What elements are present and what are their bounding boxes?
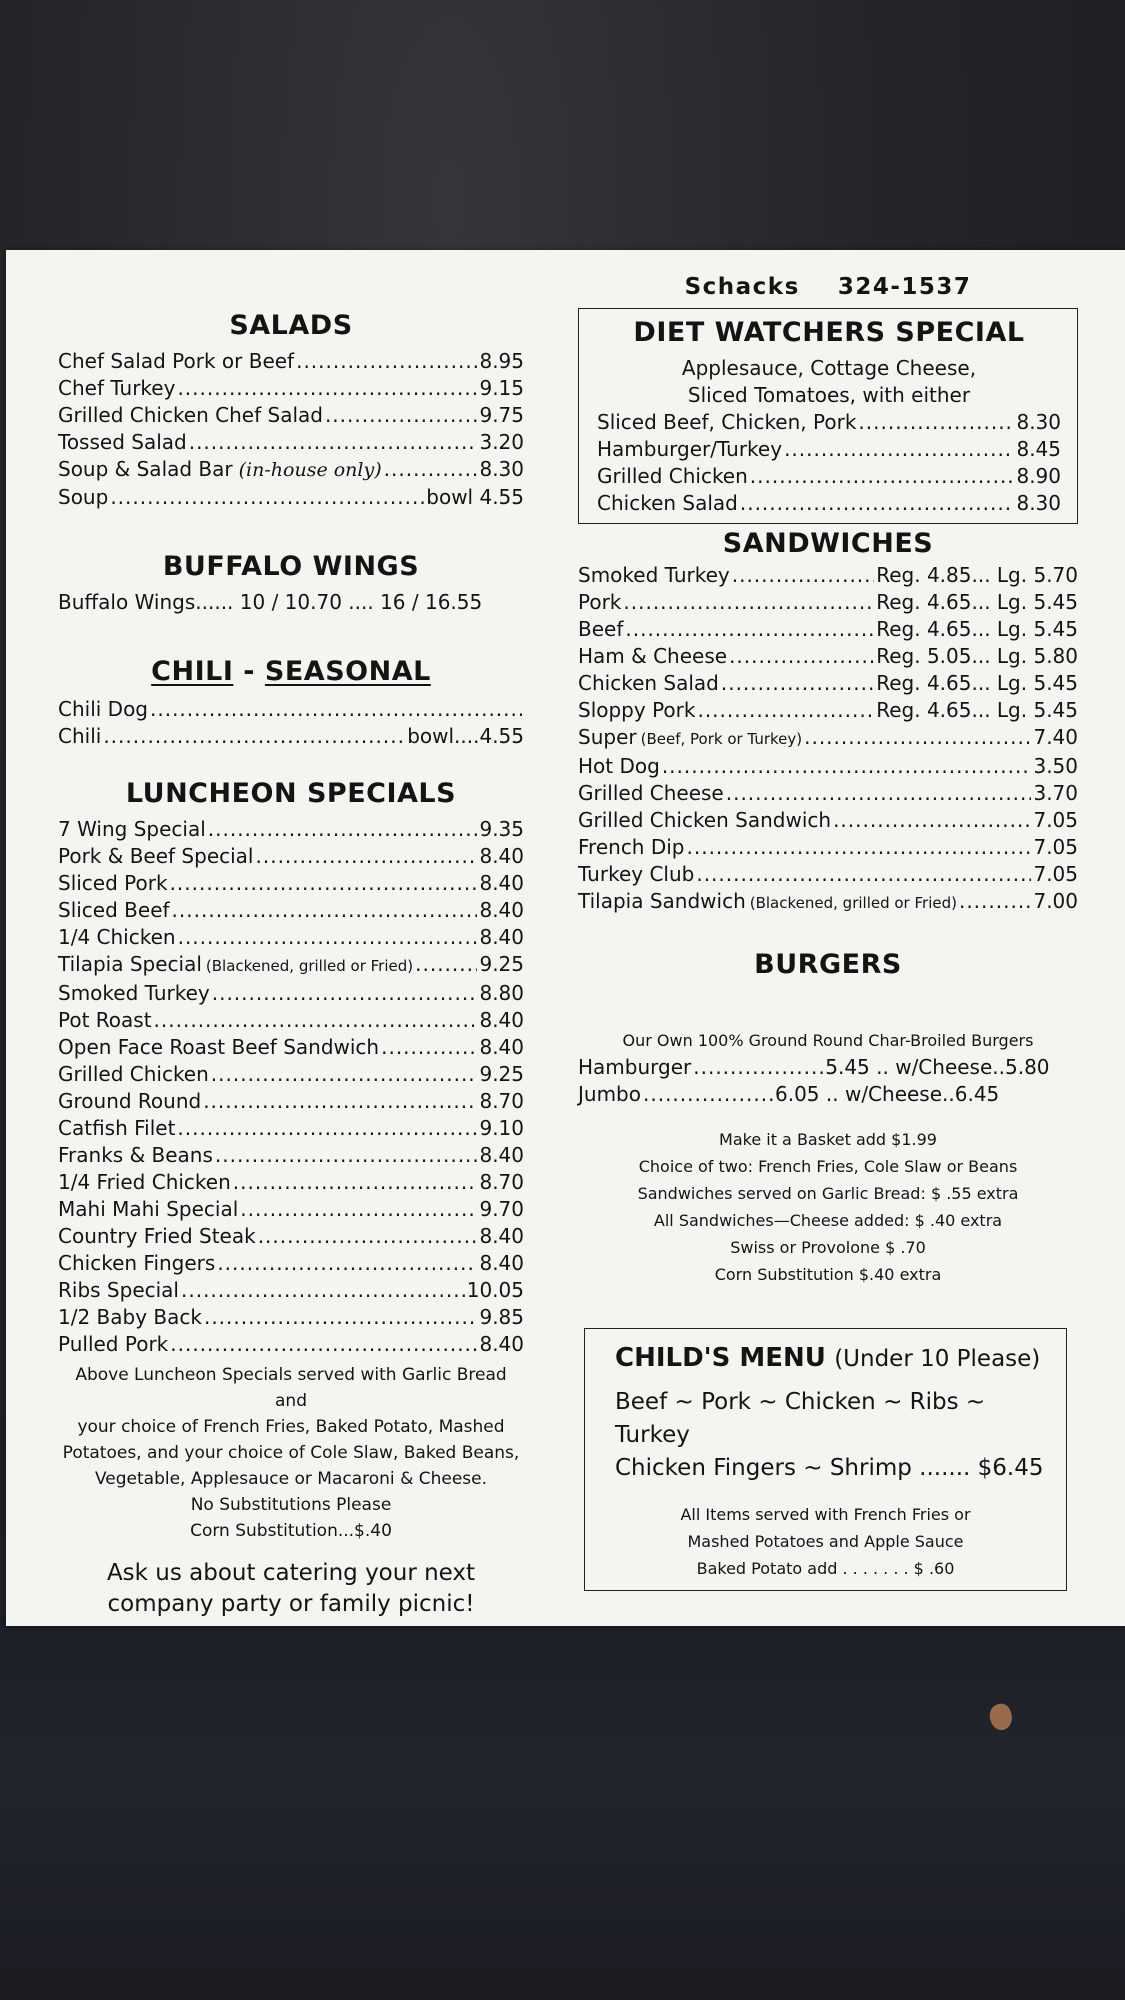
menu-item-row (58, 980, 524, 1007)
childs-menu-box (584, 1328, 1067, 1591)
menu-item-row (58, 1142, 524, 1169)
menu-item-name: Grilled Chicken (597, 464, 748, 488)
salads-list (58, 348, 524, 511)
childs-menu-items: Chicken Fingers ~ Shrimp (615, 1455, 912, 1481)
menu-item-name: Ribs Special (58, 1278, 179, 1302)
menu-item-price: 8.40 (479, 1224, 524, 1248)
luncheon-note-line: Corn Substitution...$.40 (190, 1521, 392, 1541)
menu-item-price: bowl....4.55 (407, 724, 524, 748)
menu-item-row (58, 924, 524, 951)
leader-dots (178, 924, 478, 951)
menu-item-name: Mahi Mahi Special (58, 1197, 239, 1221)
sandwich-large-price: ... Lg. 5.80 (971, 644, 1078, 668)
menu-item-price: 9.15 (479, 376, 524, 400)
sandwich-regular-price: Reg. 4.65 (876, 590, 972, 614)
leader-dots (150, 696, 522, 723)
sandwich-large-price: ... Lg. 5.45 (971, 671, 1078, 695)
menu-item-row (58, 1007, 524, 1034)
menu-item-row (578, 888, 1078, 917)
leader-dots (233, 1169, 478, 1196)
menu-item-row (58, 1061, 524, 1088)
menu-item-price: 8.40 (479, 1008, 524, 1032)
leader-dots (154, 1007, 478, 1034)
menu-item-name: Grilled Chicken (58, 1062, 209, 1086)
menu-item-name: Sliced Beef (58, 898, 170, 922)
menu-item-name: Chicken Fingers (58, 1251, 216, 1275)
leader-dots (740, 490, 1015, 517)
menu-item-row (597, 436, 1061, 463)
childs-menu-heading: CHILD'S MENU (615, 1343, 826, 1373)
menu-item-row (58, 375, 524, 402)
leader-dots (172, 897, 478, 924)
left-column (58, 308, 524, 1620)
chili-title-part2: SEASONAL (264, 656, 431, 687)
childs-menu-dots: ....... (919, 1455, 978, 1481)
menu-item-price: 7.00 (1033, 889, 1078, 913)
leader-dots (697, 697, 874, 724)
childs-menu-note-line: Baked Potato add . . . . . . . $ .60 (696, 1559, 955, 1578)
leader-dots (729, 643, 874, 670)
buffalo-wings-title: BUFFALO WINGS (162, 551, 420, 582)
leader-dots (203, 1088, 477, 1115)
menu-item-name: Grilled Chicken Sandwich (578, 808, 832, 832)
menu-item-price: 3.50 (1033, 754, 1078, 778)
menu-item-row (597, 490, 1061, 517)
diet-subtitle (597, 355, 1061, 409)
tablecloth (0, 1620, 1125, 2000)
menu-item-name: Chef Salad Pork or Beef (58, 349, 295, 373)
menu-item-price: 9.75 (479, 403, 524, 427)
menu-item-row (597, 463, 1061, 490)
menu-item-row (578, 724, 1078, 753)
menu-item-price: 3.20 (479, 430, 524, 454)
leader-dots (181, 1277, 465, 1304)
catering-note (58, 1558, 524, 1620)
menu-item-row (58, 1277, 524, 1304)
sandwich-row (578, 697, 1078, 724)
childs-menu-price: $6.45 (977, 1455, 1044, 1481)
diet-list (597, 409, 1061, 517)
luncheon-note-line: No Substitutions Please (190, 1495, 392, 1515)
burger-note-line: Corn Substitution $.40 extra (714, 1265, 942, 1284)
menu-item-row (578, 753, 1078, 780)
leader-dots (732, 562, 875, 589)
menu-item-price: 8.40 (479, 871, 524, 895)
leader-dots (804, 724, 1031, 751)
menu-item-price: bowl 4.55 (426, 485, 524, 509)
leader-dots (204, 1304, 478, 1331)
sandwich-row (578, 589, 1078, 616)
leader-dots (959, 888, 1032, 915)
sandwich-name: Ham & Cheese (578, 644, 728, 668)
menu-item-price: 8.45 (1016, 437, 1061, 461)
leader-dots (170, 1331, 477, 1358)
burger-row (578, 1081, 1064, 1108)
burger-note-line: Sandwiches served on Garlic Bread: $ .55 extra (637, 1184, 1019, 1203)
menu-item-name: Pulled Pork (58, 1332, 169, 1356)
menu-item-row (597, 409, 1061, 436)
menu-item-name: 1/4 Fried Chicken (58, 1170, 231, 1194)
chili-title-part1: CHILI (151, 656, 234, 687)
menu-item-name: Soup (58, 485, 109, 509)
leader-dots (212, 980, 478, 1007)
menu-item-row (58, 484, 524, 511)
menu-item-name: Grilled Cheese (578, 781, 724, 805)
menu-item-name: Grilled Chicken Chef Salad (58, 403, 323, 427)
menu-item-price: 9.70 (479, 1197, 524, 1221)
menu-item-price: 8.40 (479, 1332, 524, 1356)
leader-dots (211, 1061, 478, 1088)
menu-item-price: 7.05 (1033, 808, 1078, 832)
menu-item-price: 8.30 (479, 457, 524, 481)
menu-item-name: Chili Dog (58, 697, 148, 721)
menu-item-note: (in-house only) (238, 459, 382, 481)
menu-item-price: 8.70 (479, 1089, 524, 1113)
sandwich-large-price: ... Lg. 5.70 (971, 563, 1078, 587)
childs-menu-notes (601, 1501, 1050, 1582)
menu-item-name: Pot Roast (58, 1008, 152, 1032)
menu-item-price: 8.95 (479, 349, 524, 373)
menu-item-note: (Blackened, grilled or Fried) (205, 957, 414, 975)
buffalo-wings-line (58, 589, 524, 616)
luncheon-list (58, 816, 524, 1358)
leader-dots (721, 670, 874, 697)
menu-item-row (58, 402, 524, 429)
sandwich-regular-price: Reg. 4.85 (876, 563, 972, 587)
leader-dots (625, 616, 874, 643)
salads-title: SALADS (229, 310, 353, 341)
menu-item-name: Catfish Filet (58, 1116, 176, 1140)
menu-item-price: 9.35 (479, 817, 524, 841)
menu-item-name: Ground Round (58, 1089, 202, 1113)
leader-dots (623, 589, 874, 616)
menu-item-price: 8.40 (479, 1035, 524, 1059)
leader-dots (726, 780, 1032, 807)
sandwich-large-price: ... Lg. 5.45 (971, 617, 1078, 641)
burger-row (578, 1054, 1064, 1081)
leader-dots (784, 436, 1014, 463)
menu-item-name: Franks & Beans (58, 1143, 213, 1167)
menu-item-row (58, 1088, 524, 1115)
sandwich-row (578, 562, 1078, 589)
leader-dots (384, 456, 478, 483)
leader-dots (325, 402, 478, 429)
menu-item-name: Smoked Turkey (58, 981, 210, 1005)
menu-item-name: Soup & Salad Bar (58, 457, 233, 481)
sandwich-regular-price: Reg. 4.65 (876, 617, 972, 641)
luncheon-notes (58, 1362, 524, 1544)
burger-price: 5.45 .. w/Cheese..5.80 (825, 1055, 1050, 1079)
burgers-title: BURGERS (754, 949, 902, 980)
sandwich-row (578, 670, 1078, 697)
menu-item-row (58, 456, 524, 484)
menu-item-name: Chicken Salad (597, 491, 738, 515)
childs-menu-note-line: Mashed Potatoes and Apple Sauce (687, 1532, 964, 1551)
leader-dots (696, 861, 1031, 888)
menu-item-row (58, 1169, 524, 1196)
menu-item-name: Pork & Beef Special (58, 844, 254, 868)
menu-item-price: 3.70 (1033, 781, 1078, 805)
menu-item-name: Chili (58, 724, 102, 748)
menu-item-name: Super (578, 725, 637, 749)
menu-item-row (58, 843, 524, 870)
leader-dots (833, 807, 1031, 834)
menu-item-row (58, 696, 524, 723)
menu-item-name: 1/2 Baby Back (58, 1305, 202, 1329)
catering-line: company party or family picnic! (107, 1591, 475, 1617)
menu-item-price: 8.40 (479, 844, 524, 868)
sandwich-list (578, 724, 1078, 917)
menu-item-price: 7.40 (1033, 725, 1078, 749)
luncheon-note-line: Vegetable, Applesauce or Macaroni & Cheese. (94, 1469, 488, 1489)
menu-item-price: 9.25 (479, 1062, 524, 1086)
sandwich-regular-price: Reg. 4.65 (876, 671, 972, 695)
sandwich-name: Pork (578, 590, 622, 614)
menu-item-name: Turkey Club (578, 862, 695, 886)
leader-dots (693, 1054, 823, 1081)
leader-dots (110, 484, 424, 511)
leader-dots (643, 1081, 773, 1108)
childs-menu-line2 (615, 1452, 1050, 1485)
leader-dots (381, 1034, 477, 1061)
leader-dots (415, 951, 477, 978)
menu-item-price: 9.25 (479, 952, 524, 976)
menu-item-name: Country Fried Steak (58, 1224, 256, 1248)
menu-item-price: 8.70 (479, 1170, 524, 1194)
sandwich-row (578, 616, 1078, 643)
menu-item-row (58, 1196, 524, 1223)
menu-item-row (578, 861, 1078, 888)
menu-item-row (578, 807, 1078, 834)
menu-item-row (578, 780, 1078, 807)
sandwich-regular-price: Reg. 4.65 (876, 698, 972, 722)
sandwich-large-price: ... Lg. 5.45 (971, 590, 1078, 614)
burger-name: Jumbo (578, 1082, 641, 1106)
menu-item-name: Tossed Salad (58, 430, 187, 454)
menu-item-price: 7.05 (1033, 862, 1078, 886)
leader-dots (256, 843, 478, 870)
leader-dots (177, 1115, 477, 1142)
sandwich-name: Sloppy Pork (578, 698, 696, 722)
menu-item-name: Tilapia Special (58, 952, 202, 976)
menu-item-name: 7 Wing Special (58, 817, 206, 841)
menu-item-price: 8.80 (479, 981, 524, 1005)
childs-menu-title (615, 1339, 1050, 1378)
menu-item-price: 8.30 (1016, 491, 1061, 515)
menu-item-row (58, 1115, 524, 1142)
buffalo-wings-text: Buffalo Wings...... 10 / 10.70 .... 16 / 16.55 (58, 590, 483, 614)
leader-dots (240, 1196, 477, 1223)
menu-item-name: Hot Dog (578, 754, 660, 778)
menu-item-row (58, 1250, 524, 1277)
leader-dots (170, 870, 478, 897)
sandwich-name: Beef (578, 617, 624, 641)
phone-number: 324-1537 (837, 274, 972, 300)
menu-item-row (58, 1331, 524, 1358)
menu-item-name: Hamburger/Turkey (597, 437, 783, 461)
burger-name: Hamburger (578, 1055, 692, 1079)
luncheon-title: LUNCHEON SPECIALS (125, 778, 457, 809)
leader-dots (750, 463, 1015, 490)
menu-item-row (58, 1034, 524, 1061)
leader-dots (687, 834, 1032, 861)
leader-dots (177, 375, 477, 402)
menu-item-row (58, 870, 524, 897)
menu-item-price: 8.90 (1016, 464, 1061, 488)
menu-item-name: Sliced Beef, Chicken, Pork (597, 410, 857, 434)
sandwiches-title: SANDWICHES (722, 528, 934, 559)
leader-dots (296, 348, 477, 375)
burger-price: 6.05 .. w/Cheese..6.45 (775, 1082, 1000, 1106)
sandwich-name: Smoked Turkey (578, 563, 730, 587)
menu-item-price: 9.10 (479, 1116, 524, 1140)
menu-item-note: (Blackened, grilled or Fried) (749, 894, 957, 912)
burger-note-line: Swiss or Provolone $ .70 (730, 1238, 926, 1257)
menu-item-name: Chef Turkey (58, 376, 176, 400)
sandwich-row (578, 643, 1078, 670)
leader-dots (858, 409, 1014, 436)
sandwich-regular-price: Reg. 5.05 (876, 644, 972, 668)
menu-item-row (58, 897, 524, 924)
leader-dots (258, 1223, 478, 1250)
menu-item-price: 7.05 (1033, 835, 1078, 859)
chili-title-sep: - (243, 656, 256, 687)
menu-item-row (58, 816, 524, 843)
sandwich-large-price: ... Lg. 5.45 (971, 698, 1078, 722)
menu-item-price: 8.40 (479, 1143, 524, 1167)
burger-note-line: Make it a Basket add $1.99 (719, 1130, 937, 1149)
burgers-intro: Our Own 100% Ground Round Char-Broiled Burgers (622, 1031, 1034, 1050)
menu-item-price: 8.30 (1016, 410, 1061, 434)
menu-item-price: 8.40 (479, 1251, 524, 1275)
menu-item-row (58, 951, 524, 980)
menu-item-row (58, 348, 524, 375)
menu-item-price: 8.40 (479, 898, 524, 922)
catering-line: Ask us about catering your next (106, 1560, 476, 1586)
menu-item-price: 10.05 (466, 1278, 524, 1302)
diet-title: DIET WATCHERS SPECIAL (633, 317, 1025, 348)
menu-item-name: Open Face Roast Beef Sandwich (58, 1035, 380, 1059)
menu-item-row (58, 429, 524, 456)
header-contact (578, 272, 1078, 302)
burger-note-line: All Sandwiches—Cheese added: $ .40 extra (653, 1211, 1003, 1230)
diet-subtitle-line: Sliced Tomatoes, with either (687, 383, 971, 407)
menu-item-name: French Dip (578, 835, 685, 859)
childs-menu-note-line: All Items served with French Fries or (680, 1505, 971, 1524)
leader-dots (103, 723, 405, 750)
burger-list (578, 1054, 1078, 1108)
menu-item-name: Tilapia Sandwich (578, 889, 746, 913)
leader-dots (662, 753, 1032, 780)
chili-list (58, 696, 524, 750)
leader-dots (215, 1142, 478, 1169)
leader-dots (189, 429, 478, 456)
menu-item-note: (Beef, Pork or Turkey) (640, 730, 803, 748)
chili-title (58, 654, 524, 690)
sandwich-name: Chicken Salad (578, 671, 719, 695)
menu-item-price: 8.40 (479, 925, 524, 949)
menu-item-row (578, 834, 1078, 861)
burger-note-line: Choice of two: French Fries, Cole Slaw or Beans (638, 1157, 1018, 1176)
menu-item-name: 1/4 Chicken (58, 925, 176, 949)
leader-dots (208, 816, 478, 843)
menu-item-row (58, 1304, 524, 1331)
menu-item-row (58, 723, 524, 750)
burger-notes (578, 1126, 1078, 1288)
childs-menu-line1: Beef ~ Pork ~ Chicken ~ Ribs ~ Turkey (615, 1389, 986, 1448)
menu-item-price: 9.85 (479, 1305, 524, 1329)
restaurant-name: Schacks (684, 274, 800, 300)
diet-watchers-box (578, 308, 1078, 524)
right-column (578, 272, 1078, 1591)
diet-subtitle-line: Applesauce, Cottage Cheese, (681, 356, 977, 380)
leader-dots (217, 1250, 477, 1277)
childs-menu-subtitle: (Under 10 Please) (834, 1346, 1041, 1372)
luncheon-note-line: your choice of French Fries, Baked Potato, Mashed (77, 1417, 505, 1437)
menu-item-row (58, 1223, 524, 1250)
sandwich-sized-list (578, 562, 1078, 724)
luncheon-note-line: Above Luncheon Specials served with Garlic Bread and (75, 1365, 507, 1411)
menu-item-name: Sliced Pork (58, 871, 168, 895)
menu-sheet (6, 250, 1125, 1626)
luncheon-note-line: Potatoes, and your choice of Cole Slaw, Baked Beans, (62, 1443, 520, 1463)
